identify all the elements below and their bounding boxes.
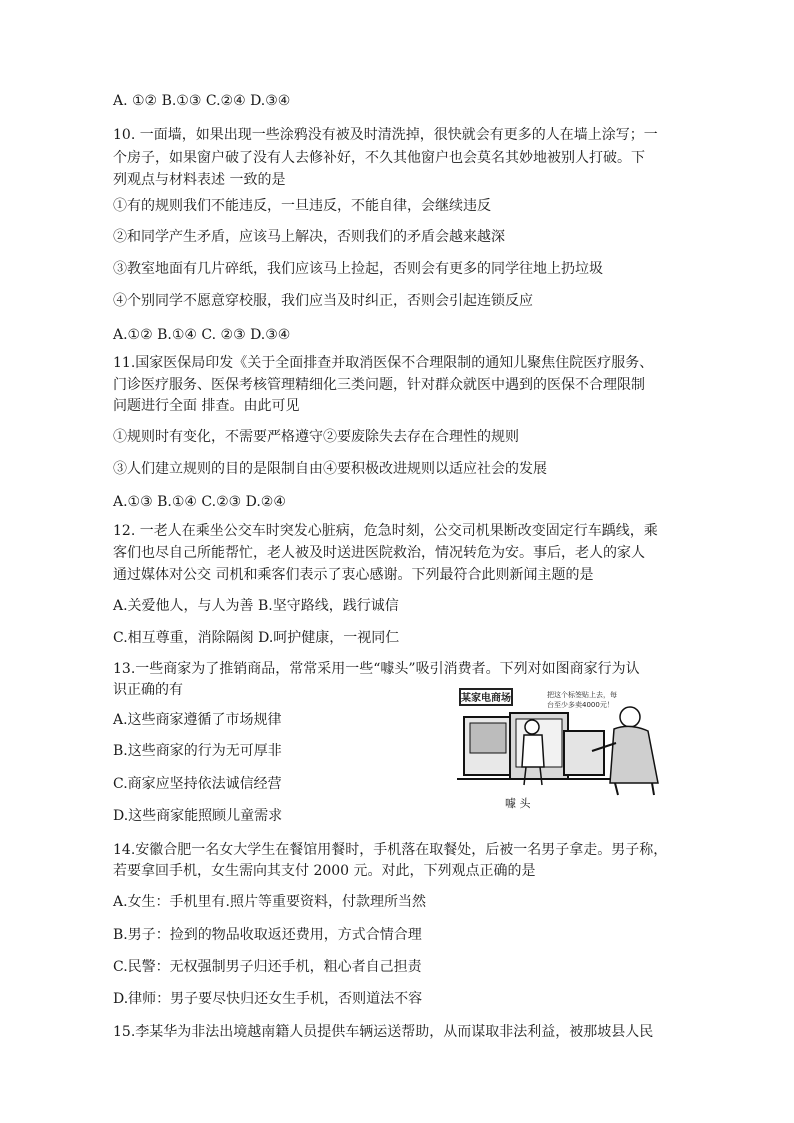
- line-8: A.①② B.①④ C. ②③ D.③④: [113, 327, 291, 343]
- line-19: C.相互尊重，消除隔阂 D.呵护健康，一视同仁: [113, 630, 400, 646]
- line-27: 若要拿回手机，女生需向其支付 2000 元。对此，下列观点正确的是: [113, 863, 536, 879]
- line-21: 识正确的有: [113, 682, 183, 698]
- cartoon-bubble-1: 把这个标签贴上去，每: [547, 691, 617, 699]
- line-2: 个房子，如果窗户破了没有人去修补好，不久其他窗户也会莫名其妙地被别人打破。下: [113, 150, 645, 166]
- line-15: 12. 一老人在乘坐公交车时突发心脏病，危急时刻，公交司机果断改变固定行车踽线，乘: [113, 523, 658, 539]
- line-14: A.①③ B.①④ C.②③ D.②④: [113, 494, 286, 510]
- cartoon-bubble-2: 台至少多卖4000元！: [547, 701, 614, 709]
- line-26: 14.安徽合肥一名女大学生在餐馆用餐时，手机落在取餐处，后被一名男子拿走。男子称，: [113, 842, 668, 858]
- line-31: D.律师：男子要尽快归还女生手机，否则道法不容: [113, 991, 423, 1007]
- line-22: A.这些商家遵循了市场规律: [113, 712, 282, 728]
- line-3: 列观点与材料表述 一致的是: [113, 172, 286, 188]
- line-30: C.民警：无权强制男子归还手机，粗心者自己担责: [113, 959, 422, 975]
- line-20: 13.一些商家为了推销商品，常常采用一些“噱头”吸引消费者。下列对如图商家行为认: [113, 661, 640, 677]
- line-32: 15.李某华为非法出境越南籍人员提供车辆运送帮助，从而谋取非法利益，被那坡县人民: [113, 1024, 654, 1040]
- line-28: A.女生：手机里有.照片等重要资料，付款理所当然: [113, 894, 427, 910]
- line-7: ④个别同学不愿意穿校服，我们应当及时纠正，否则会引起连锁反应: [113, 293, 533, 309]
- line-13: ③人们建立规则的目的是限制自由④要积极改进规则以适应社会的发展: [113, 461, 547, 477]
- cartoon-caption: 噱 头: [505, 797, 531, 810]
- cartoon-sign: 某家电商场: [461, 693, 511, 704]
- line-25: D.这些商家能照顾儿童需求: [113, 808, 283, 824]
- cartoon-image: [452, 687, 682, 807]
- line-4: ①有的规则我们不能违反，一旦违反，不能自律，会继续违反: [113, 198, 491, 214]
- line-1: 10. 一面墙，如果出现一些涂鸦没有被及时清洗掉，很快就会有更多的人在墙上涂写；一: [113, 127, 658, 143]
- line-12: ①规则时有变化，不需要严格遵守②要废除失去存在合理性的规则: [113, 429, 519, 445]
- line-29: B.男子：捡到的物品收取返还费用，方式合情合理: [113, 927, 422, 943]
- line-6: ③教室地面有几片碎纸，我们应该马上捡起，否则会有更多的同学往地上扔垃圾: [113, 261, 603, 277]
- line-17: 通过媒体对公交 司机和乘客们表示了衷心感谢。下列最符合此则新闻主题的是: [113, 567, 594, 583]
- line-0: A. ①② B.①③ C.②④ D.③④: [113, 93, 291, 109]
- line-9: 11.国家医保局印发《关于全面排查并取消医保不合理限制的通知儿聚焦住院医疗服务、: [113, 355, 654, 371]
- line-11: 问题进行全面 排查。由此可见: [113, 398, 300, 414]
- line-16: 客们也尽自己所能帮忙，老人被及时送进医院救治，情况转危为安。事后，老人的家人: [113, 545, 645, 561]
- line-10: 门诊医疗服务、医保考核管理精细化三类问题，针对群众就医中遇到的医保不合理限制: [113, 377, 645, 393]
- line-5: ②和同学产生矛盾，应该马上解决，否则我们的矛盾会越来越深: [113, 229, 505, 245]
- line-24: C.商家应坚持依法诚信经营: [113, 776, 282, 792]
- line-23: B.这些商家的行为无可厚非: [113, 743, 282, 759]
- line-18: A.关爱他人，与人为善 B.坚守路线，践行诚信: [113, 598, 399, 614]
